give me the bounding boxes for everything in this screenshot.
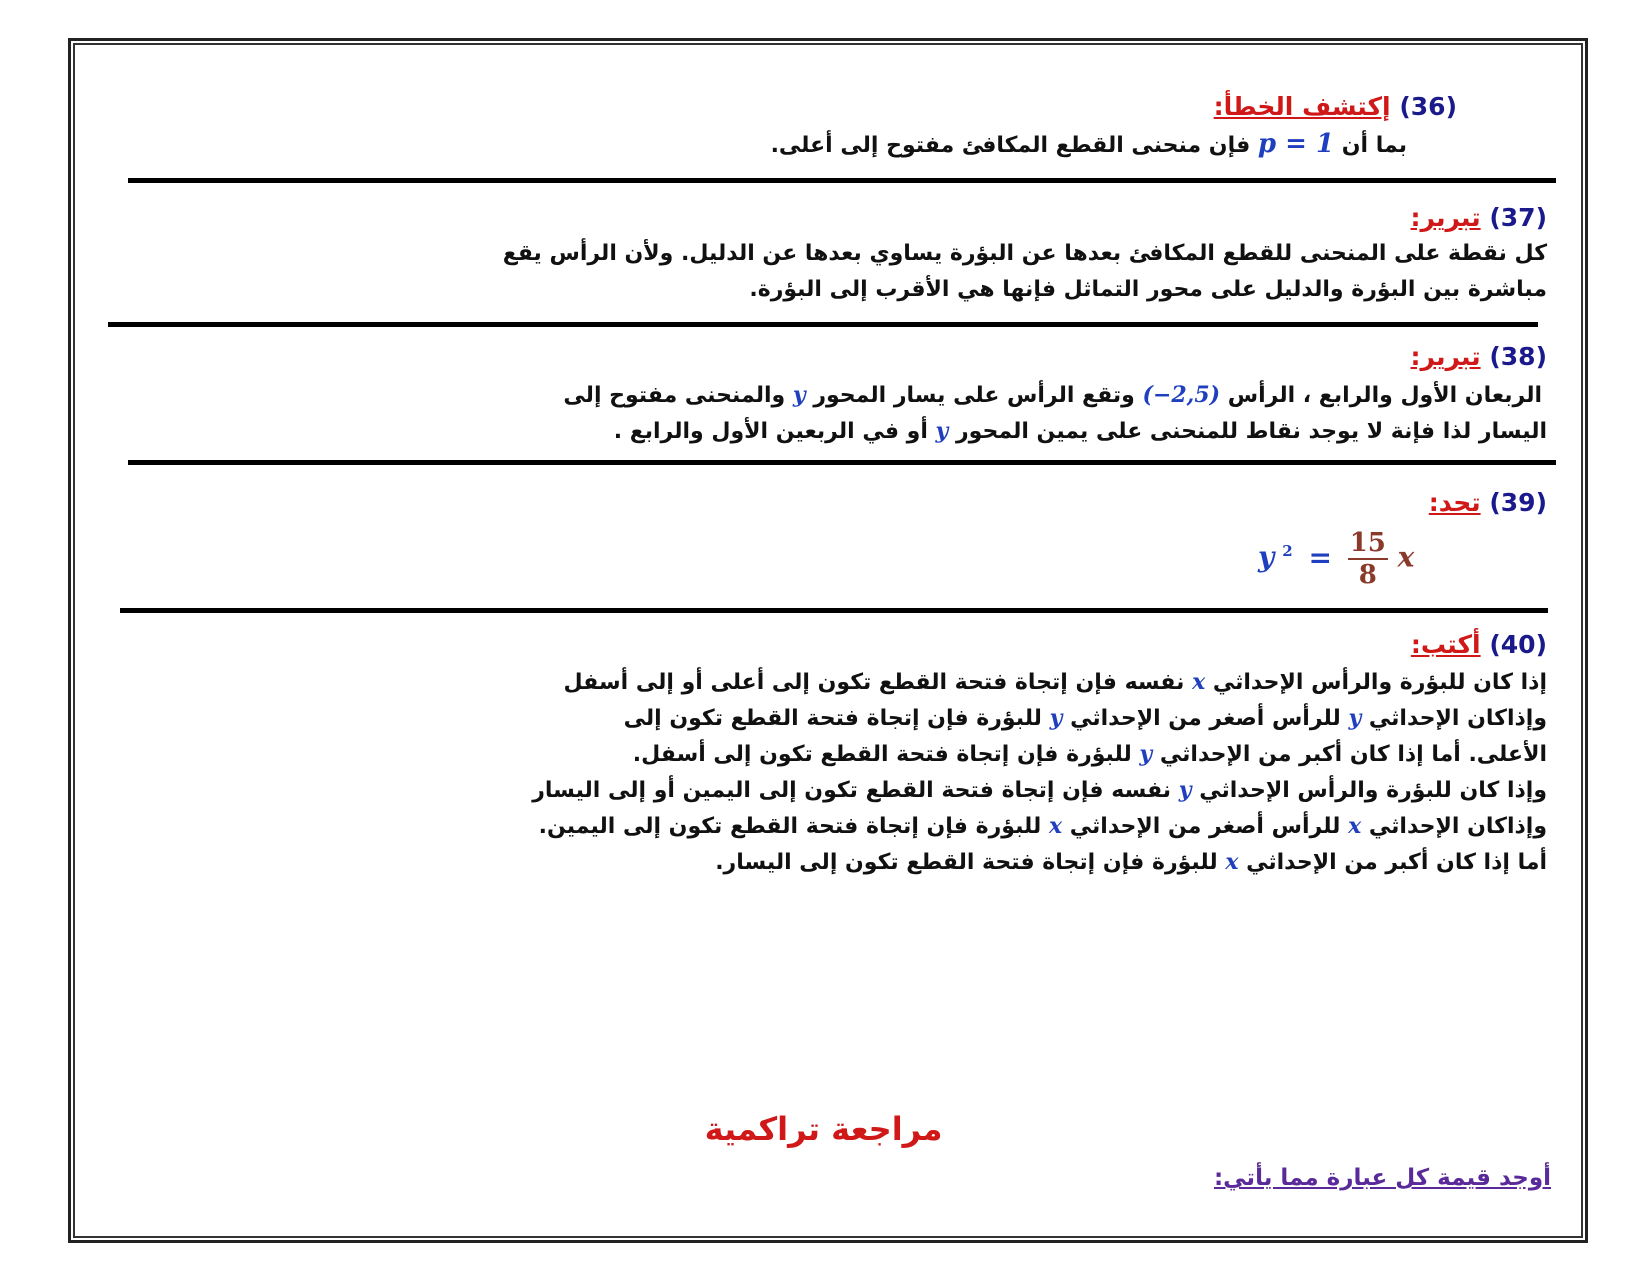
review-instruction-link[interactable]: أوجد قيمة كل عبارة مما يأتي: — [1213, 1165, 1551, 1191]
question-40-line-5 — [539, 808, 1547, 845]
question-36-line-1 — [771, 126, 1407, 164]
page-frame — [68, 38, 1588, 1243]
variable-x: x — [1225, 849, 1239, 875]
text-segment: وإذا كان للبؤرة والرأس الإحداثي — [1199, 778, 1547, 803]
text-segment: نفسه فإن إتجاة فتحة القطع تكون إلى أعلى أو إلى أسفل — [563, 670, 1185, 695]
text-segment: الأعلى. أما إذا كان أكبر من الإحداثي — [1159, 742, 1547, 767]
text-segment: أو في الربعين الأول والرابع . — [613, 419, 928, 444]
text-segment: إذا كان للبؤرة والرأس الإحداثي — [1212, 670, 1547, 695]
question-title: أكتب: — [1410, 630, 1481, 659]
variable-y: y — [1348, 705, 1362, 731]
point-coordinates: (−2,5) — [1142, 382, 1221, 408]
question-40-line-3 — [633, 736, 1547, 773]
question-title: تبرير: — [1410, 203, 1481, 232]
question-37-line-2: مباشرة بين البؤرة والدليل على محور التماثل فإنها هي الأقرب إلى البؤرة. — [749, 277, 1547, 302]
text-segment: الربعان الأول والرابع ، الرأس — [1227, 383, 1542, 408]
equation — [1258, 528, 1414, 590]
question-37-header — [1411, 203, 1547, 232]
exponent: 2 — [1282, 542, 1293, 561]
variable-y: y — [1258, 540, 1275, 574]
variable-y: y — [935, 418, 949, 444]
text-segment: أما إذا كان أكبر من الإحداثي — [1246, 850, 1547, 875]
question-number: (36) — [1399, 92, 1457, 121]
text-segment: وإذاكان الإحداثي — [1368, 814, 1547, 839]
math-expression: p = 1 — [1257, 129, 1335, 159]
divider — [120, 608, 1548, 613]
question-37-line-1: كل نقطة على المنحنى للقطع المكافئ بعدها عن البؤرة يساوي بعدها عن الدليل. ولأن الرأس يقع — [502, 241, 1547, 266]
variable-y: y — [1139, 741, 1153, 767]
question-40-header — [1411, 630, 1547, 659]
question-title: تبرير: — [1410, 342, 1481, 371]
variable-y: y — [1178, 777, 1192, 803]
divider — [128, 178, 1556, 183]
text-segment: وتقع الرأس على يسار المحور — [813, 383, 1135, 408]
question-38-line-2 — [614, 413, 1547, 450]
text-segment: للبؤرة فإن إتجاة فتحة القطع تكون إلى — [623, 706, 1042, 731]
divider — [128, 460, 1556, 465]
text-segment: والمنحنى مفتوح إلى — [563, 383, 786, 408]
variable-x: x — [1348, 813, 1362, 839]
text-segment: للبؤرة فإن إتجاة فتحة القطع تكون إلى اليسار. — [715, 850, 1218, 875]
question-38-line-1 — [563, 377, 1542, 414]
question-number: (40) — [1489, 630, 1547, 659]
question-40-line-2 — [624, 700, 1547, 737]
question-40-line-1 — [564, 664, 1547, 701]
denominator: 8 — [1358, 560, 1377, 590]
question-36-header — [1214, 92, 1457, 121]
variable-y: y — [1049, 705, 1063, 731]
question-number: (39) — [1489, 488, 1547, 517]
text-segment: نفسه فإن إتجاة فتحة القطع تكون إلى اليمين أو إلى اليسار — [532, 778, 1172, 803]
question-38-header — [1411, 342, 1547, 371]
variable-y: y — [792, 382, 806, 408]
question-39-header — [1429, 488, 1547, 517]
question-number: (37) — [1489, 203, 1547, 232]
text-segment: للبؤرة فإن إتجاة فتحة القطع تكون إلى أسفل. — [632, 742, 1132, 767]
text-segment: بما أن — [1341, 133, 1407, 158]
question-title: تحد: — [1428, 488, 1481, 517]
divider — [108, 322, 1538, 327]
numerator: 15 — [1349, 528, 1386, 558]
question-title: إكتشف الخطأ: — [1213, 92, 1391, 121]
section-title: مراجعة تراكمية — [704, 1110, 943, 1148]
question-40-line-4 — [532, 772, 1547, 809]
question-number: (38) — [1489, 342, 1547, 371]
text-segment: فإن منحنى القطع المكافئ مفتوح إلى أعلى. — [770, 133, 1251, 158]
text-segment: اليسار لذا فإنة لا يوجد نقاط للمنحنى على يمين المحور — [956, 419, 1547, 444]
text-segment: وإذاكان الإحداثي — [1368, 706, 1547, 731]
variable-x: x — [1048, 813, 1063, 839]
text-segment: للرأس أصغر من الإحداثي — [1070, 706, 1341, 731]
text-segment: للبؤرة فإن إتجاة فتحة القطع تكون إلى اليمين. — [538, 814, 1042, 839]
equals-sign: = — [1308, 540, 1332, 574]
text-segment: للرأس أصغر من الإحداثي — [1069, 814, 1341, 839]
fraction — [1348, 528, 1388, 590]
variable-x: x — [1192, 669, 1206, 695]
question-40-line-6 — [715, 844, 1547, 881]
variable-x: x — [1397, 540, 1415, 574]
